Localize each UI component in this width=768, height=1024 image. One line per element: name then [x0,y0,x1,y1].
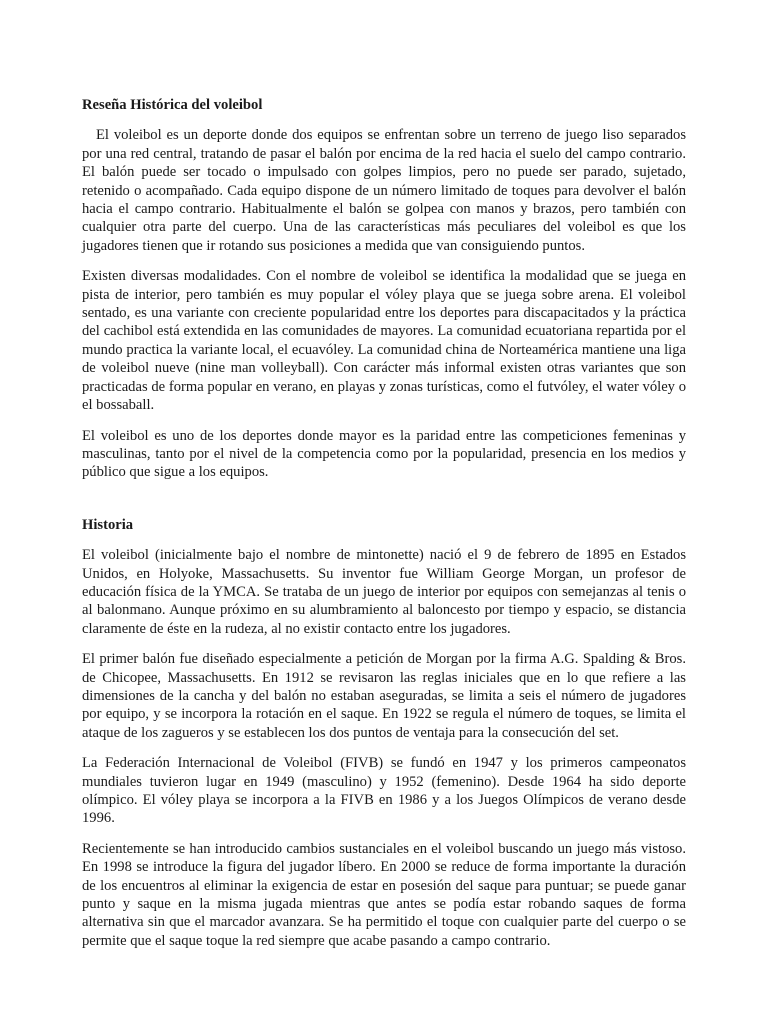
document-page [82,96,686,962]
history-paragraph: La Federación Internacional de Voleibol (FIVB) se fundó en 1947 y los primeros campeonatos mundiales tuvieron lugar en 1949 (masculino) y 1952 (femenino). Desde 1964 ha sido deporte olímpico. El vóley playa se incorpora a la FIVB en 1986 y a los Juegos Olímpicos de verano desde 1996. [82,755,686,827]
intro-paragraph: El voleibol es uno de los deportes donde mayor es la paridad entre las competiciones femeninas y masculinas, tanto por el nivel de la competencia como por la popularidad, presencia en los medios y público que sigue a los equipos. [82,427,686,481]
history-paragraph: Recientemente se han introducido cambios sustanciales en el voleibol buscando un juego más vistoso. En 1998 se introduce la figura del jugador líbero. En 2000 se reduce de forma importante la duración de los encuentros al eliminar la exigencia de estar en posesión del saque para puntuar; se puede ganar punto y saque en la misma jugada mientras que antes se podía estar robando saques de forma alternativa sin que el marcador avanzara. Se ha permitido el toque con cualquier parte del cuerpo o se permite que el saque toque la red siempre que acabe pasando a campo contrario. [82,840,686,949]
history-paragraph: El voleibol (inicialmente bajo el nombre de mintonette) nació el 9 de febrero de 1895 en Estados Unidos, en Holyoke, Massachusetts. Su inventor fue William George Morgan, un profesor de educación física de la YMCA. Se trataba de un juego de interior por equipos con semejanzas al tenis o al balonmano. Aunque próximo en su alumbramiento al baloncesto por tiempo y espacio, se distancia claramente de éste en la rudeza, al no existir contacto entre los jugadores. [82,547,686,637]
section-spacer [82,494,686,516]
history-paragraph: El primer balón fue diseñado especialmente a petición de Morgan por la firma A.G. Spalding & Bros. de Chicopee, Massachusetts. En 1912 se revisaron las reglas iniciales que en lo que refiere a las dimensiones de la cancha y del balón no estaban aseguradas, se limita a seis el número de jugadores por equipo, y se incorpora la rotación en el saque. En 1922 se regula el número de toques, se limita el ataque de los zagueros y se establecen los dos puntos de ventaja para la consecución del set. [82,651,686,741]
history-heading: Historia [82,516,134,533]
document-title: Reseña Histórica del voleibol [82,97,263,113]
intro-paragraph: El voleibol es un deporte donde dos equipos se enfrentan sobre un terreno de juego liso separados por una red central, tratando de pasar el balón por encima de la red hacia el suelo del campo contrario. El balón puede ser tocado o impulsado con golpes limpios, pero no puede ser parado, sujetado, retenido o acompañado. Cada equipo dispone de un número limitado de toques para devolver el balón hacia el campo contrario. Habitualmente el balón se golpea con manos y brazos, pero también con cualquier otra parte del cuerpo. Una de las características más peculiares del voleibol es que los jugadores tienen que ir rotando sus posiciones a medida que van consiguiendo puntos. [82,127,686,254]
intro-paragraph: Existen diversas modalidades. Con el nombre de voleibol se identifica la modalidad que se juega en pista de interior, pero también es muy popular el vóley playa que se juega sobre arena. El voleibol sentado, es una variante con creciente popularidad entre los deportes para discapacitados y la práctica del cachibol está extendida en las comunidades de mayores. La comunidad ecuatoriana repartida por el mundo practica la variante local, el ecuavóley. La comunidad china de Norteamérica mantiene una liga de voleibol nueve (nine man volleyball). Con carácter más informal existen otras variantes que son practicadas de forma popular en verano, en playas y zonas turísticas, como el futvóley, el water vóley o el bossaball. [82,268,686,414]
